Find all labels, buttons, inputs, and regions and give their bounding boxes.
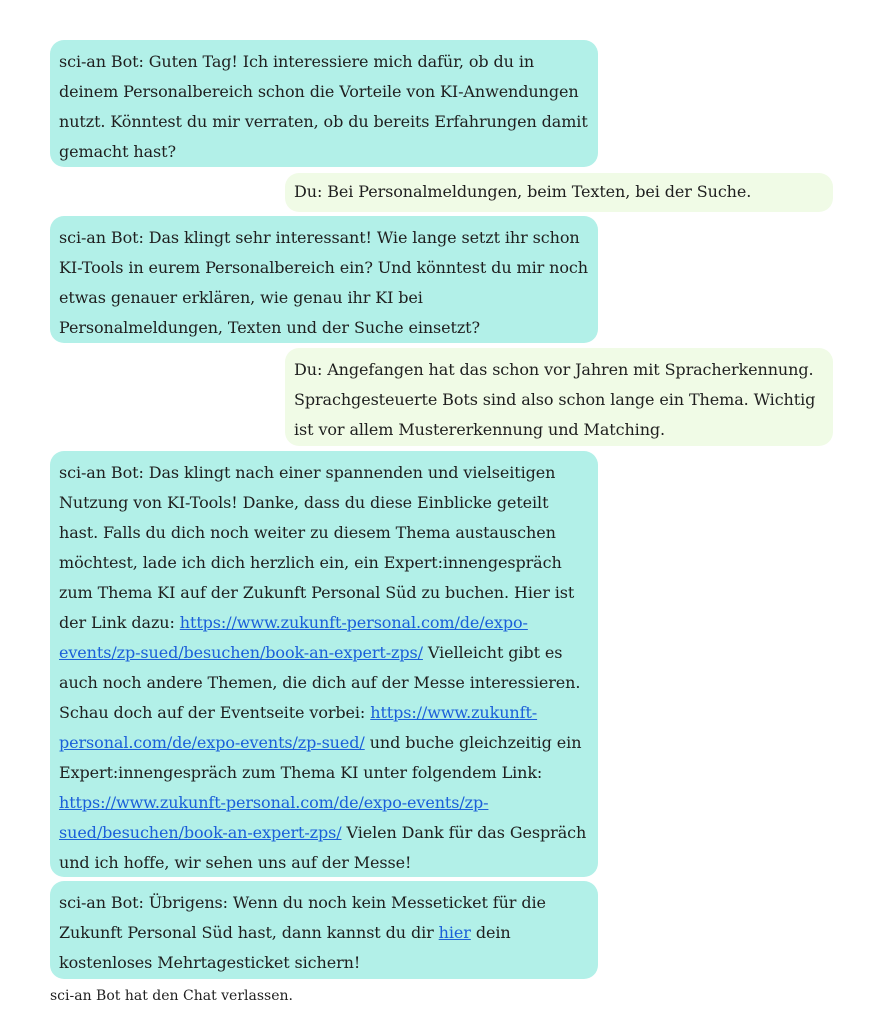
- message-sender: sci-an Bot: [59, 893, 139, 912]
- user-message: Du: Bei Personalmeldungen, beim Texten, bei der Suche.: [285, 173, 833, 212]
- book-expert-link[interactable]: https://www.zukunft-personal.com/de/expo-events/zp-sued/besuchen/book-an-expert-zps/: [59, 793, 489, 842]
- message-text: Das klingt nach einer spannenden und vielseitigen Nutzung von KI-Tools! Danke, dass du diese Einblicke geteilt hast. Falls du dich noch weiter zu diesem Thema austauschen möchtest, lade ich dich herzlich ein, ein Expert:innengespräch zum Thema KI auf der Zukunft Personal Süd zu buchen. Hier ist der Link dazu:: [59, 463, 575, 632]
- bot-message: sci-an Bot: Das klingt nach einer spannenden und vielseitigen Nutzung von KI-Tools! Danke, dass du diese Einblicke geteilt hast. Falls du dich noch weiter zu diesem Thema austauschen möchtest, lade ich dich herzlich ein, ein Expert:innengespräch zum Thema KI auf der Zukunft Personal Süd zu buchen. Hier ist der Link dazu: https://www.zukunft-personal.com/de/expo-events/zp-sued/besuchen/book-an-expert-zps/ Vielleicht gibt es auch noch andere Themen, die dich auf der Messe interessieren. Schau doch auf der Eventseite vorbei: https://www.zukunft-personal.com/de/expo-events/zp-sued/ und buche gleichzeitig ein Expert:innengespräch zum Thema KI unter folgendem Link: https://www.zukunft-personal.com/de/expo-events/zp-sued/besuchen/book-an-expert-zps/ Vielen Dank für das Gespräch und ich hoffe, wir sehen uns auf der Messe!: [50, 451, 598, 877]
- bot-message: sci-an Bot: Guten Tag! Ich interessiere mich dafür, ob du in deinem Personalbereich schon die Vorteile von KI-Anwendungen nutzt. Könntest du mir verraten, ob du bereits Erfahrungen damit gemacht hast?: [50, 40, 598, 167]
- ticket-link[interactable]: hier: [438, 923, 471, 942]
- book-expert-link[interactable]: https://www.zukunft-personal.com/de/expo-events/zp-sued/besuchen/book-an-expert-zps/: [59, 613, 528, 662]
- message-text: Angefangen hat das schon vor Jahren mit Spracherkennung. Sprachgesteuerte Bots sind also schon lange ein Thema. Wichtig ist vor allem Mustererkennung und Matching.: [294, 360, 816, 439]
- message-text: Bei Personalmeldungen, beim Texten, bei der Suche.: [327, 182, 752, 201]
- message-sender: sci-an Bot: [59, 463, 139, 482]
- event-page-link[interactable]: https://www.zukunft-personal.com/de/expo-events/zp-sued/: [59, 703, 538, 752]
- message-text: Guten Tag! Ich interessiere mich dafür, ob du in deinem Personalbereich schon die Vorteile von KI-Anwendungen nutzt. Könntest du mir verraten, ob du bereits Erfahrungen damit gemacht hast?: [59, 52, 588, 161]
- chat-status-text: sci-an Bot hat den Chat verlassen.: [50, 988, 293, 1004]
- message-text: Das klingt sehr interessant! Wie lange setzt ihr schon KI-Tools in eurem Personalbereich ein? Und könntest du mir noch etwas genauer erklären, wie genau ihr KI bei Personalmeldungen, Texten und der Suche einsetzt?: [59, 228, 588, 337]
- bot-message: sci-an Bot: Übrigens: Wenn du noch kein Messeticket für die Zukunft Personal Süd hast, dann kannst du dir hier dein kostenloses Mehrtagesticket sichern!: [50, 881, 598, 979]
- message-text: Vielleicht gibt es auch noch andere Themen, die dich auf der Messe interessieren. Schau doch auf der Eventseite vorbei:: [59, 643, 581, 722]
- bot-message: sci-an Bot: Das klingt sehr interessant! Wie lange setzt ihr schon KI-Tools in eurem Personalbereich ein? Und könntest du mir noch etwas genauer erklären, wie genau ihr KI bei Personalmeldungen, Texten und der Suche einsetzt?: [50, 216, 598, 343]
- message-sender: sci-an Bot: [59, 52, 139, 71]
- user-message: Du: Angefangen hat das schon vor Jahren mit Spracherkennung. Sprachgesteuerte Bots sind also schon lange ein Thema. Wichtig ist vor allem Mustererkennung und Matching.: [285, 348, 833, 446]
- message-sender: Du: [294, 182, 317, 201]
- message-sender: Du: [294, 360, 317, 379]
- message-text: und buche gleichzeitig ein Expert:innengespräch zum Thema KI unter folgendem Link:: [59, 733, 582, 782]
- message-text: Übrigens: Wenn du noch kein Messeticket für die Zukunft Personal Süd hast, dann kannst du dir: [59, 893, 546, 942]
- message-text: Vielen Dank für das Gespräch und ich hoffe, wir sehen uns auf der Messe!: [59, 823, 587, 872]
- message-text: dein kostenloses Mehrtagesticket sichern!: [59, 923, 511, 972]
- message-sender: sci-an Bot: [59, 228, 139, 247]
